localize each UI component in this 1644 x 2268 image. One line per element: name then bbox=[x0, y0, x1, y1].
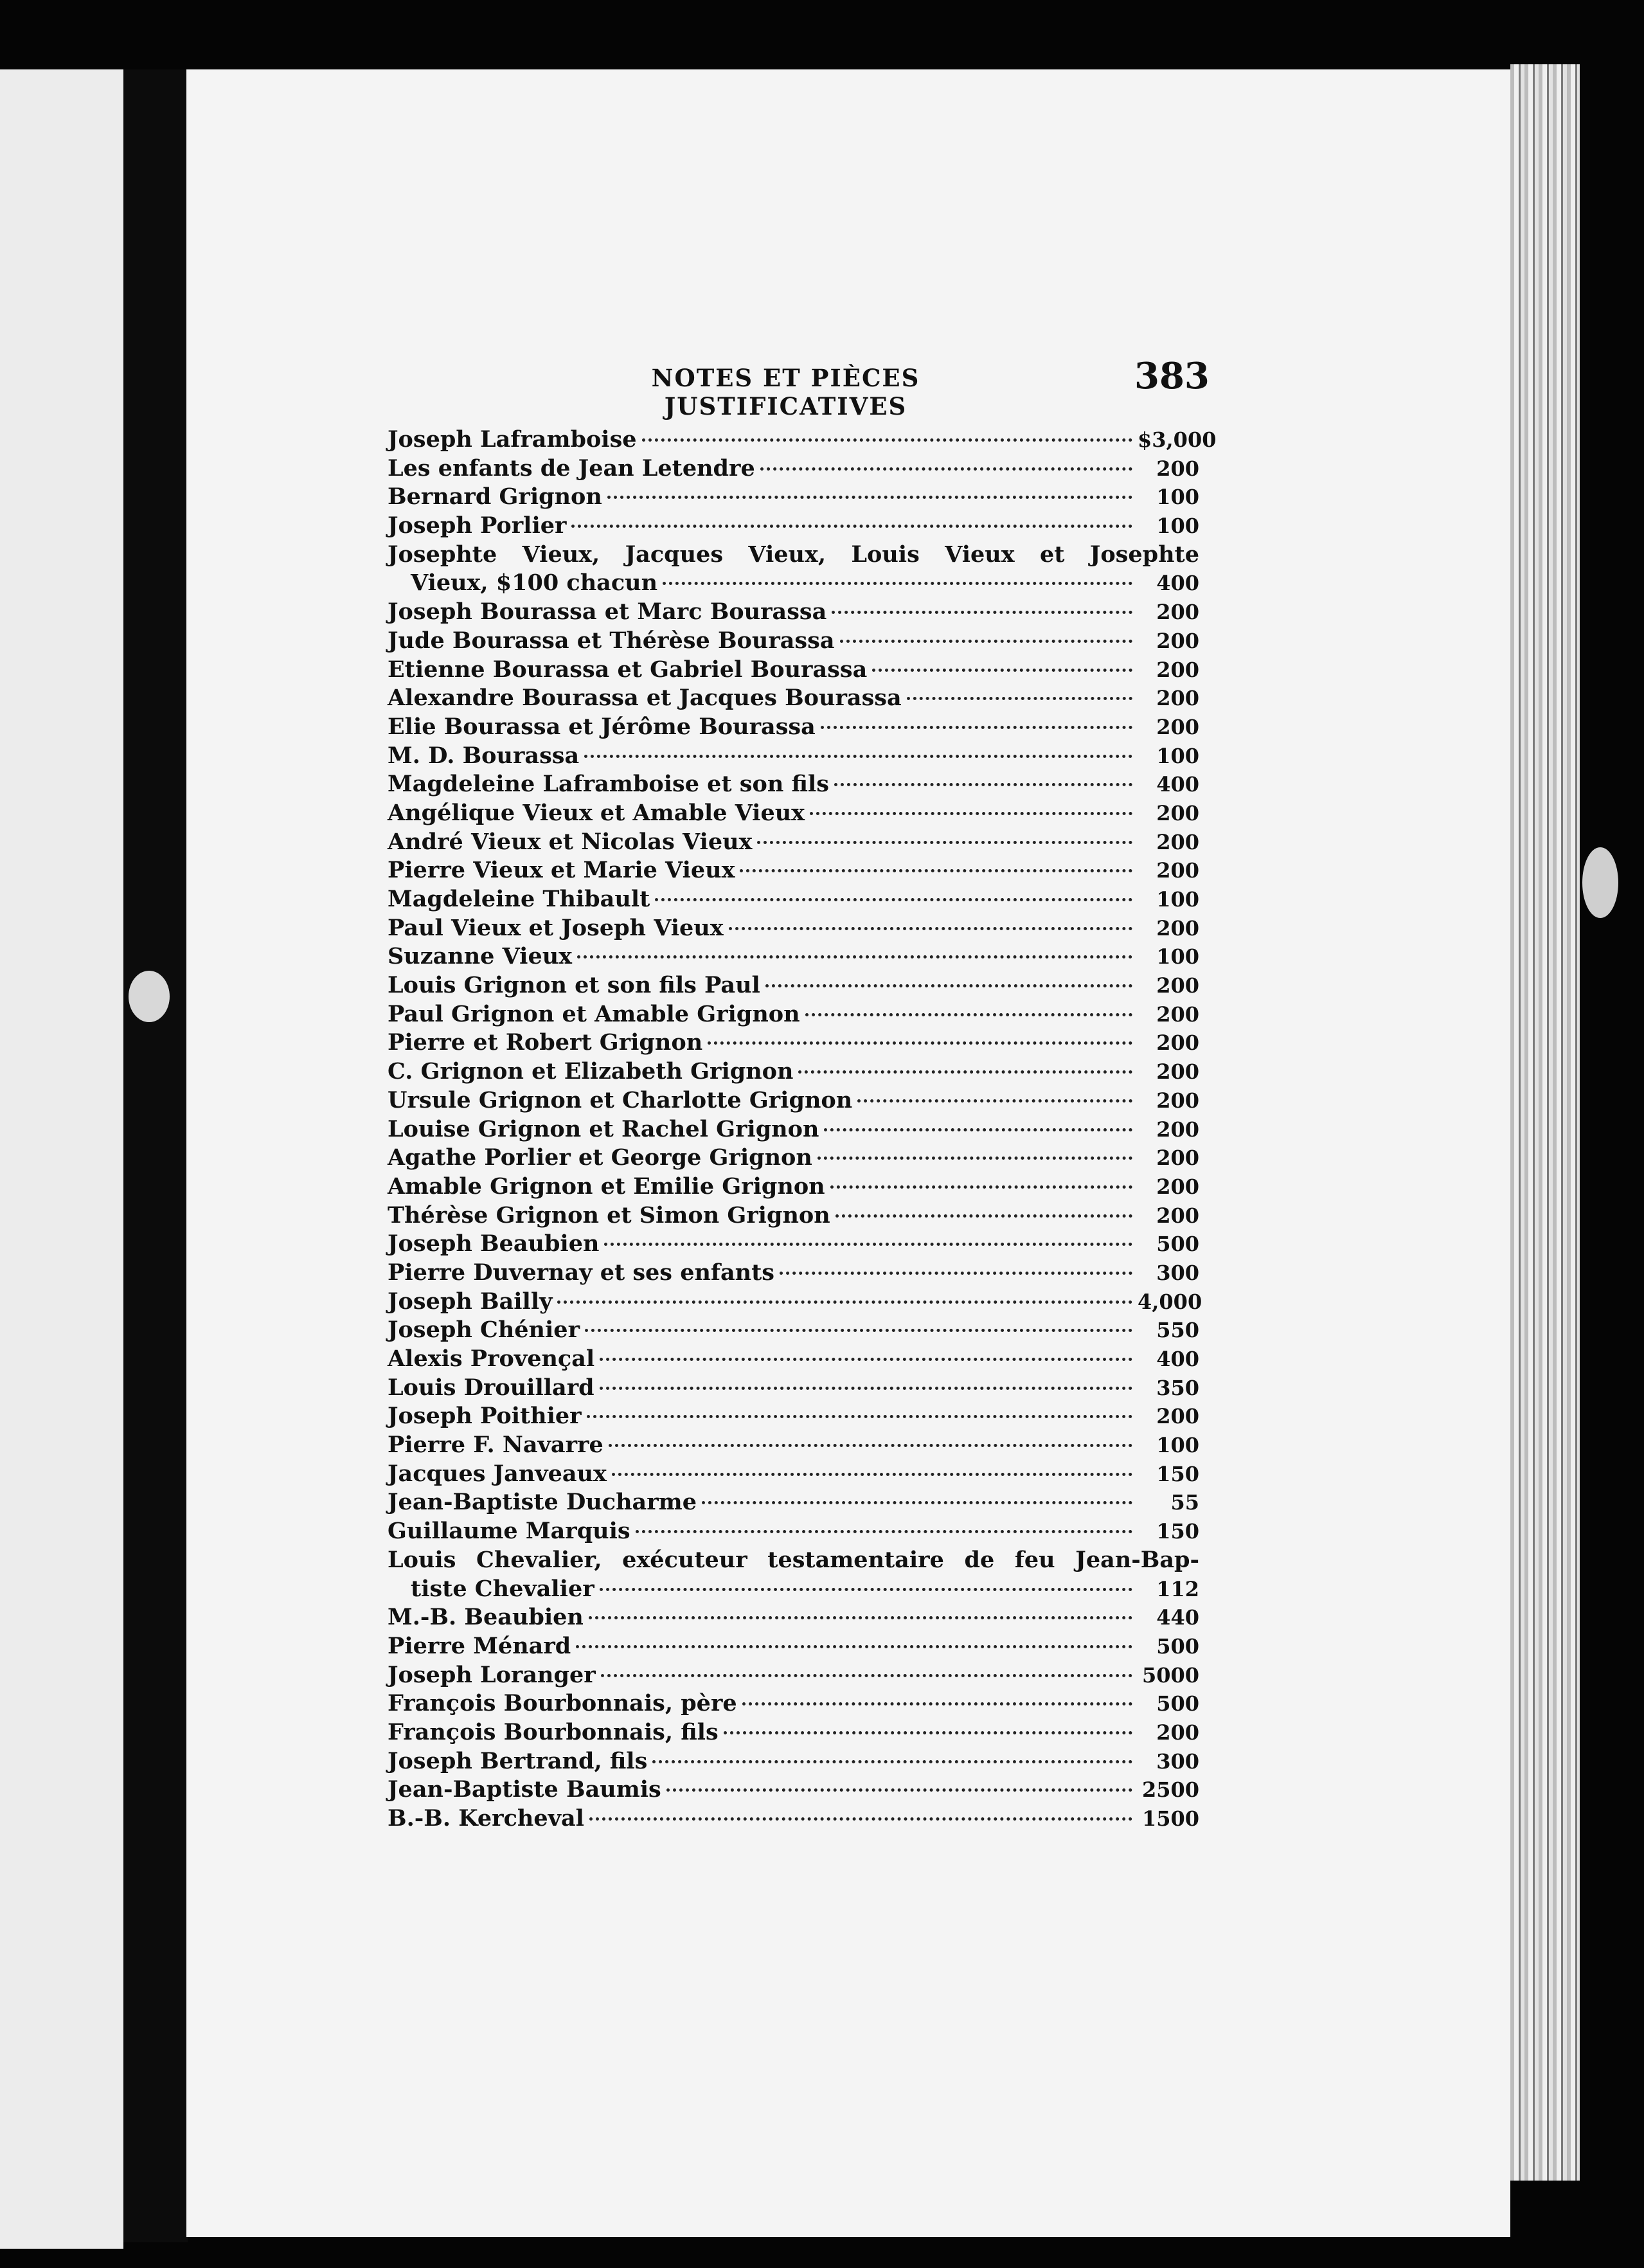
list-item bbox=[388, 799, 1199, 828]
dot-leader bbox=[600, 1358, 1132, 1361]
list-item bbox=[388, 1345, 1199, 1374]
list-item bbox=[388, 770, 1199, 799]
dot-leader bbox=[840, 640, 1132, 643]
dot-leader bbox=[557, 1300, 1132, 1304]
entry-name: Joseph Beaubien bbox=[388, 1230, 600, 1257]
entry-name: Pierre F. Navarre bbox=[388, 1432, 603, 1459]
dot-leader bbox=[824, 1128, 1132, 1131]
dot-leader bbox=[832, 611, 1132, 614]
dot-leader bbox=[872, 669, 1132, 672]
entry-name: Louis Grignon et son fils Paul bbox=[388, 972, 760, 999]
list-item bbox=[388, 1776, 1199, 1805]
dot-leader bbox=[818, 1156, 1132, 1160]
list-item bbox=[388, 1316, 1199, 1345]
entry-amount: 200 bbox=[1156, 973, 1199, 998]
dot-leader bbox=[642, 438, 1132, 442]
list-item bbox=[388, 1144, 1199, 1173]
entry-amount: 200 bbox=[1156, 1088, 1199, 1113]
entry-name-first-line: Louis Chevalier, exécuteur testamentaire de feu Jean-Bap- bbox=[388, 1546, 1199, 1573]
dot-leader bbox=[702, 1501, 1132, 1504]
entry-amount: 350 bbox=[1156, 1375, 1199, 1400]
running-title: NOTES ET PIÈCES JUSTIFICATIVES bbox=[651, 364, 920, 420]
entry-name: Vieux, $100 chacun bbox=[411, 570, 658, 597]
dot-leader bbox=[600, 1387, 1132, 1390]
list-item bbox=[388, 684, 1199, 713]
entry-name: Joseph Bourassa et Marc Bourassa bbox=[388, 598, 827, 626]
entry-amount: 100 bbox=[1156, 887, 1199, 912]
entry-name: Agathe Porlier et George Grignon bbox=[388, 1144, 812, 1171]
list-item bbox=[388, 656, 1199, 685]
entry-name: Joseph Porlier bbox=[388, 512, 567, 539]
list-item bbox=[388, 1431, 1199, 1460]
entry-amount: 200 bbox=[1156, 657, 1199, 682]
dot-leader bbox=[805, 1013, 1132, 1016]
dot-leader bbox=[577, 955, 1132, 959]
list-item bbox=[388, 828, 1199, 857]
entry-amount: 5000 bbox=[1141, 1662, 1199, 1688]
entry-name: Alexandre Bourassa et Jacques Bourassa bbox=[388, 685, 902, 712]
dot-leader bbox=[765, 984, 1132, 987]
dot-leader bbox=[585, 1329, 1132, 1332]
dot-leader bbox=[724, 1731, 1132, 1734]
list-item bbox=[388, 1460, 1199, 1489]
dot-leader bbox=[609, 1444, 1132, 1447]
entry-name: Joseph Poithier bbox=[388, 1403, 582, 1430]
entry-name: Amable Grignon et Emilie Grignon bbox=[388, 1173, 825, 1200]
entry-amount: 440 bbox=[1156, 1605, 1199, 1630]
list-item bbox=[388, 914, 1199, 943]
entry-amount: 200 bbox=[1156, 686, 1199, 711]
entry-amount: 100 bbox=[1156, 743, 1199, 768]
list-item bbox=[388, 1488, 1199, 1517]
entry-amount: $3,000 bbox=[1138, 428, 1217, 452]
entry-amount: 500 bbox=[1156, 1634, 1199, 1659]
list-item bbox=[388, 1115, 1199, 1144]
entry-amount: 100 bbox=[1156, 485, 1199, 510]
dot-leader bbox=[708, 1041, 1132, 1045]
entry-name: Thérèse Grignon et Simon Grignon bbox=[388, 1202, 830, 1228]
dot-leader bbox=[821, 726, 1132, 729]
list-item bbox=[388, 885, 1199, 914]
entry-name: Guillaume Marquis bbox=[388, 1518, 630, 1545]
list-item bbox=[388, 742, 1199, 771]
list-item bbox=[388, 713, 1199, 742]
entry-amount: 200 bbox=[1156, 915, 1199, 941]
entry-amount: 550 bbox=[1156, 1318, 1199, 1343]
facing-page-edge bbox=[0, 69, 123, 2249]
list-item bbox=[388, 1546, 1199, 1603]
dot-leader bbox=[587, 1415, 1132, 1418]
paper-blemish-right bbox=[1582, 847, 1618, 918]
entry-amount: 112 bbox=[1156, 1576, 1199, 1601]
entry-amount: 55 bbox=[1170, 1490, 1199, 1515]
dot-leader bbox=[742, 1702, 1132, 1706]
dot-leader bbox=[780, 1272, 1132, 1275]
entry-name: André Vieux et Nicolas Vieux bbox=[388, 828, 753, 855]
entry-amount: 200 bbox=[1156, 600, 1199, 625]
entry-name: Louis Drouillard bbox=[388, 1374, 594, 1401]
list-item bbox=[388, 1374, 1199, 1403]
list-item bbox=[388, 1718, 1199, 1747]
entry-name: Magdeleine Thibault bbox=[388, 886, 650, 912]
entry-name: Joseph Loranger bbox=[388, 1661, 596, 1688]
entry-name: Jacques Janveaux bbox=[388, 1460, 607, 1487]
dot-leader bbox=[830, 1185, 1132, 1189]
entry-name: Joseph Laframboise bbox=[388, 426, 637, 453]
entry-name: Joseph Bailly bbox=[388, 1288, 553, 1315]
dot-leader bbox=[740, 869, 1132, 872]
dot-leader bbox=[607, 496, 1132, 499]
dot-leader bbox=[798, 1070, 1132, 1074]
entry-name: M. D. Bourassa bbox=[388, 742, 580, 769]
list-item bbox=[388, 1000, 1199, 1029]
entry-name-first-line: Josephte Vieux, Jacques Vieux, Louis Vieux et Josephte bbox=[388, 541, 1199, 568]
entry-amount: 100 bbox=[1156, 944, 1199, 969]
entry-name: Bernard Grignon bbox=[388, 483, 602, 510]
entry-name: Joseph Chénier bbox=[388, 1317, 580, 1344]
entry-name: Pierre et Robert Grignon bbox=[388, 1029, 703, 1056]
dot-leader bbox=[604, 1243, 1132, 1246]
dot-leader bbox=[600, 1588, 1132, 1591]
entry-amount: 200 bbox=[1156, 628, 1199, 653]
entry-amount: 100 bbox=[1156, 1433, 1199, 1458]
entry-name: Pierre Ménard bbox=[388, 1632, 571, 1659]
list-item bbox=[388, 598, 1199, 627]
list-item bbox=[388, 1288, 1202, 1317]
entry-name: Pierre Duvernay et ses enfants bbox=[388, 1259, 774, 1286]
entry-amount: 200 bbox=[1156, 1146, 1199, 1171]
list-item bbox=[388, 1805, 1199, 1833]
entry-amount: 200 bbox=[1156, 1030, 1199, 1056]
paper-blemish bbox=[129, 971, 170, 1022]
list-item bbox=[388, 942, 1199, 971]
entry-amount: 4,000 bbox=[1138, 1289, 1202, 1314]
dot-leader bbox=[584, 755, 1132, 758]
entry-name: Paul Grignon et Amable Grignon bbox=[388, 1000, 800, 1027]
entry-amount: 200 bbox=[1156, 800, 1199, 825]
list-item bbox=[388, 1029, 1199, 1058]
list-item bbox=[388, 1259, 1199, 1288]
dot-leader bbox=[666, 1788, 1132, 1792]
dot-leader bbox=[636, 1530, 1132, 1533]
entry-amount: 200 bbox=[1156, 714, 1199, 739]
entry-amount: 200 bbox=[1156, 1002, 1199, 1027]
entry-name: Angélique Vieux et Amable Vieux bbox=[388, 799, 805, 826]
list-item bbox=[388, 1661, 1199, 1690]
dot-leader bbox=[757, 841, 1132, 844]
entry-name: Alexis Provençal bbox=[388, 1346, 595, 1372]
dot-leader bbox=[576, 1645, 1132, 1648]
entry-amount: 300 bbox=[1156, 1749, 1199, 1774]
list-item bbox=[388, 512, 1199, 541]
entry-name: Joseph Bertrand, fils bbox=[388, 1747, 648, 1774]
entry-amount: 200 bbox=[1156, 1117, 1199, 1142]
entry-amount: 150 bbox=[1156, 1461, 1199, 1486]
entry-amount: 400 bbox=[1156, 1347, 1199, 1371]
entry-name: Magdeleine Laframboise et son fils bbox=[388, 771, 829, 798]
entry-name: François Bourbonnais, fils bbox=[388, 1718, 719, 1745]
subscription-list bbox=[388, 426, 1217, 1833]
entry-amount: 200 bbox=[1156, 858, 1199, 883]
entry-name: B.-B. Kercheval bbox=[388, 1805, 584, 1832]
entry-amount: 500 bbox=[1156, 1691, 1199, 1716]
list-item bbox=[388, 856, 1199, 885]
list-item bbox=[388, 1603, 1199, 1632]
dot-leader bbox=[663, 582, 1132, 585]
list-item bbox=[388, 455, 1199, 483]
entry-name: Louise Grignon et Rachel Grignon bbox=[388, 1115, 819, 1142]
entry-amount: 200 bbox=[1156, 456, 1199, 481]
entry-amount: 400 bbox=[1156, 772, 1199, 797]
list-item bbox=[388, 1086, 1199, 1115]
list-item bbox=[388, 541, 1199, 598]
entry-name: Elie Bourassa et Jérôme Bourassa bbox=[388, 713, 816, 740]
dot-leader bbox=[810, 812, 1132, 815]
list-item bbox=[388, 1632, 1199, 1661]
dot-leader bbox=[571, 525, 1132, 528]
entry-name: Paul Vieux et Joseph Vieux bbox=[388, 914, 724, 941]
entry-name: Suzanne Vieux bbox=[388, 943, 573, 970]
entry-amount: 400 bbox=[1156, 571, 1199, 596]
entry-name: Ursule Grignon et Charlotte Grignon bbox=[388, 1086, 853, 1113]
dot-leader bbox=[834, 783, 1132, 786]
list-item bbox=[388, 1058, 1199, 1086]
entry-amount: 200 bbox=[1156, 1720, 1199, 1745]
entry-name: Pierre Vieux et Marie Vieux bbox=[388, 857, 735, 884]
list-item bbox=[388, 483, 1199, 512]
list-item bbox=[388, 627, 1199, 656]
dot-leader bbox=[857, 1099, 1132, 1102]
page-number: 383 bbox=[1134, 355, 1210, 397]
entry-amount: 200 bbox=[1156, 1174, 1199, 1199]
list-item bbox=[388, 1202, 1199, 1230]
entry-amount: 200 bbox=[1156, 1404, 1199, 1429]
entry-amount: 200 bbox=[1156, 1059, 1199, 1084]
list-item bbox=[388, 1517, 1199, 1546]
list-item bbox=[388, 426, 1217, 455]
dot-leader bbox=[760, 467, 1132, 471]
entry-name: Jean-Baptiste Ducharme bbox=[388, 1489, 697, 1516]
dot-leader bbox=[612, 1473, 1132, 1476]
list-item bbox=[388, 1173, 1199, 1202]
entry-amount: 2500 bbox=[1141, 1778, 1199, 1803]
entry-amount: 200 bbox=[1156, 829, 1199, 854]
list-item bbox=[388, 1689, 1199, 1718]
dot-leader bbox=[729, 927, 1132, 930]
dot-leader bbox=[601, 1674, 1132, 1677]
list-item bbox=[388, 971, 1199, 1000]
entry-amount: 150 bbox=[1156, 1519, 1199, 1544]
entry-name: Jean-Baptiste Baumis bbox=[388, 1776, 661, 1803]
entry-amount: 500 bbox=[1156, 1232, 1199, 1257]
entry-amount: 100 bbox=[1156, 514, 1199, 539]
entry-amount: 300 bbox=[1156, 1260, 1199, 1285]
dot-leader bbox=[835, 1214, 1132, 1218]
entry-name: M.-B. Beaubien bbox=[388, 1604, 584, 1631]
entry-name: Jude Bourassa et Thérèse Bourassa bbox=[388, 627, 835, 654]
entry-name: C. Grignon et Elizabeth Grignon bbox=[388, 1058, 794, 1085]
dot-leader bbox=[589, 1616, 1132, 1619]
book-gutter bbox=[123, 69, 188, 2242]
page-edges bbox=[1510, 64, 1580, 2181]
dot-leader bbox=[907, 697, 1132, 700]
entry-name: Les enfants de Jean Letendre bbox=[388, 455, 755, 482]
dot-leader bbox=[589, 1817, 1132, 1821]
dot-leader bbox=[652, 1760, 1132, 1763]
entry-name: Etienne Bourassa et Gabriel Bourassa bbox=[388, 656, 868, 683]
entry-amount: 1500 bbox=[1141, 1806, 1199, 1831]
entry-amount: 200 bbox=[1156, 1203, 1199, 1228]
list-item bbox=[388, 1402, 1199, 1431]
dot-leader bbox=[655, 898, 1132, 901]
list-item bbox=[388, 1747, 1199, 1776]
list-item bbox=[388, 1230, 1199, 1259]
entry-name: tiste Chevalier bbox=[411, 1575, 594, 1602]
entry-name: François Bourbonnais, père bbox=[388, 1690, 737, 1717]
